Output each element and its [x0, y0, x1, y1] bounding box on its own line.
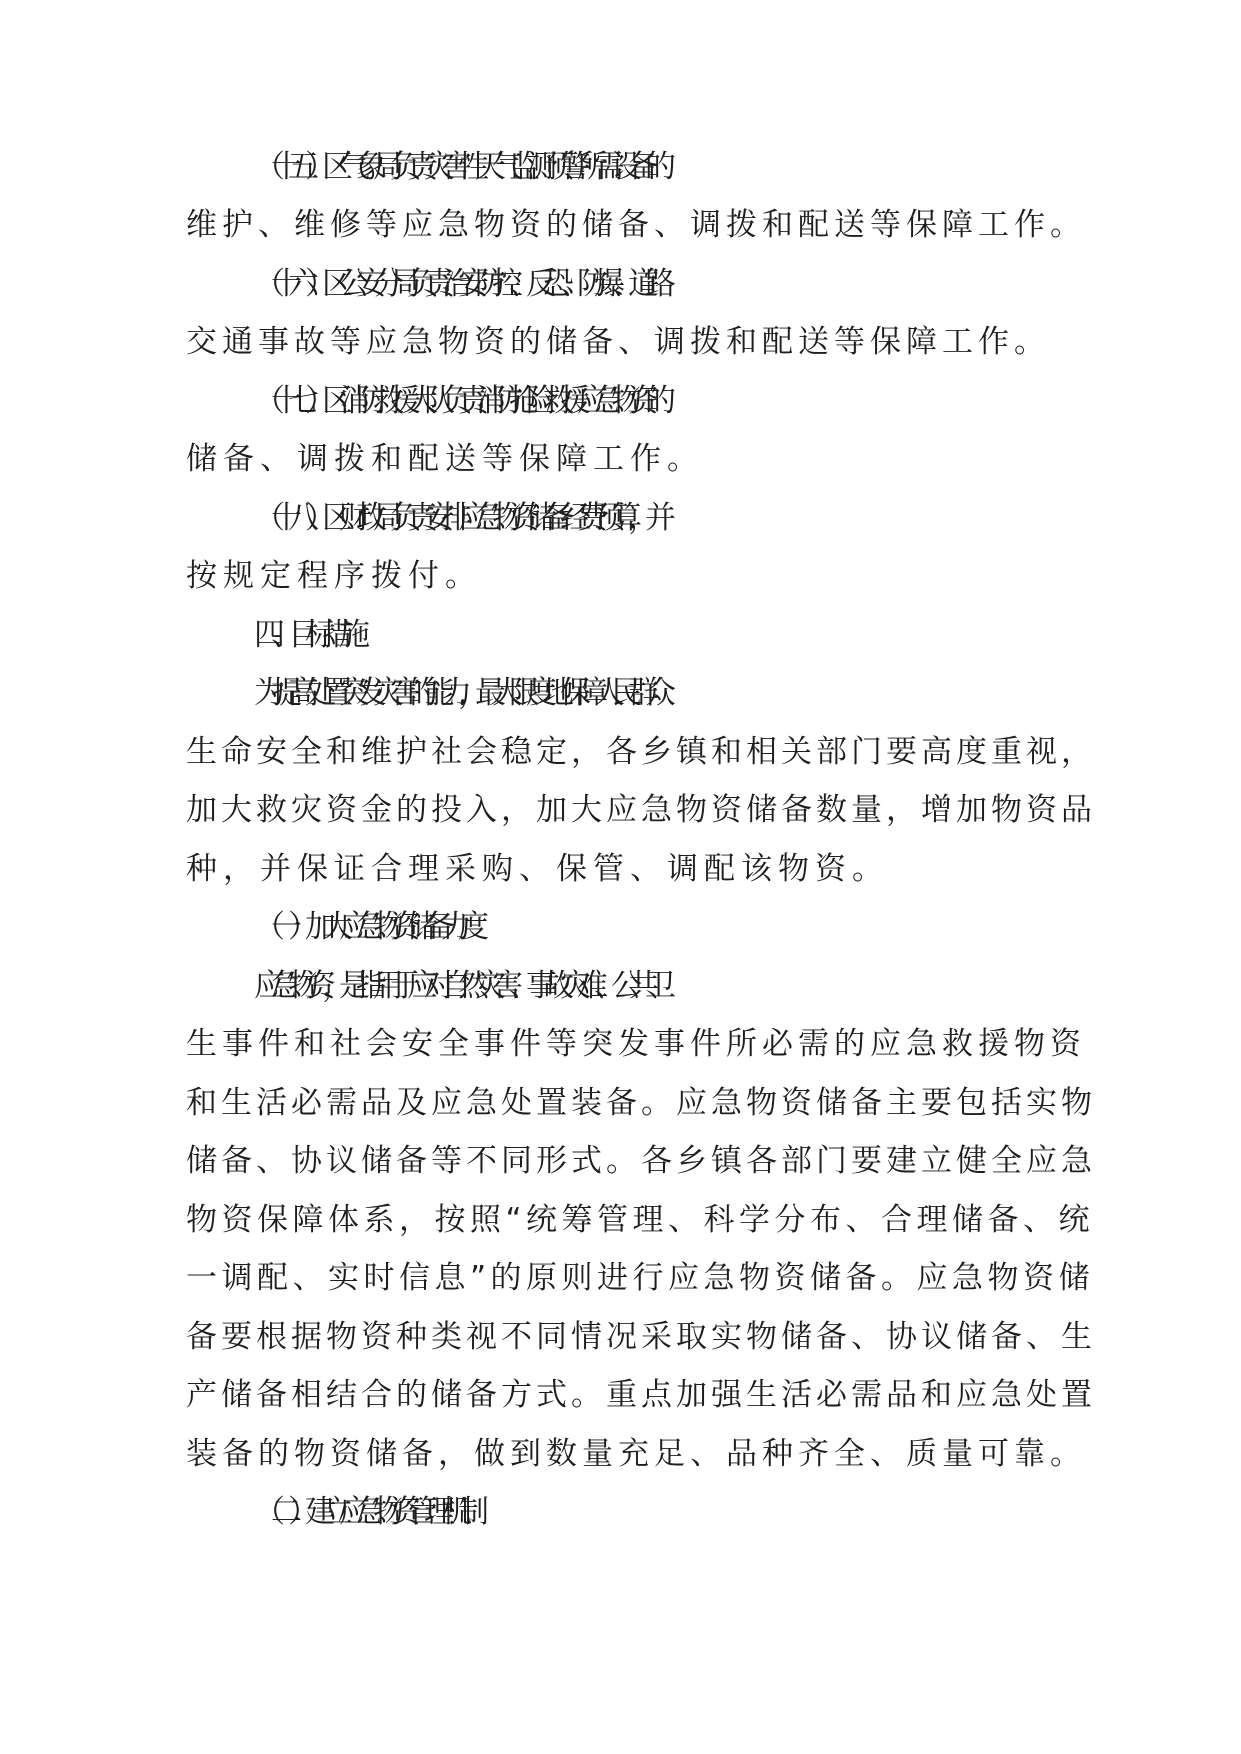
paragraph-line: （十七）区消防救援大队负责消防抢险救援应急物资的: [254, 383, 662, 419]
paragraph-line: 和生活必需品及应急处置装备。应急物资储备主要包括实物: [186, 1085, 1096, 1121]
subsection-heading: （一）加大应急物资储备力度: [254, 909, 475, 945]
paragraph-line: 装备的物资储备，做到数量充足、品种齐全、质量可靠。: [186, 1436, 1086, 1472]
paragraph-line: 生事件和社会安全事件等突发事件所必需的应急救援物资: [186, 1026, 1086, 1062]
paragraph-line: 储备、协议储备等不同形式。各乡镇各部门要建立健全应急: [186, 1143, 1096, 1179]
paragraph-line: 交通事故等应急物资的储备、调拨和配送等保障工作。: [186, 324, 1050, 360]
paragraph-line: （十八）区财政局负责安排应急物资储备经费预算，并: [254, 500, 662, 536]
paragraph-line: 一调配、实时信息”的原则进行应急物资储备。应急物资储: [186, 1260, 1095, 1296]
subsection-heading: （二）建立应急物资管理机制: [254, 1494, 475, 1530]
paragraph-line: 加大救灾资金的投入，加大应急物资储备数量，增加物资品: [186, 792, 1096, 828]
paragraph-line: 物资保障体系，按照“统筹管理、科学分布、合理储备、统: [186, 1202, 1095, 1238]
paragraph-line: 为提高处置突发灾害的能力，最大限度地保障人民群众: [254, 675, 662, 711]
paragraph-line: 按规定程序拨付。: [186, 558, 482, 594]
paragraph-line: （十五）区气象局负责灾害性天气监测预警所需设备的: [254, 149, 662, 185]
paragraph-line: 储备、调拨和配送等保障工作。: [186, 441, 704, 477]
paragraph-line: 产储备相结合的储备方式。重点加强生活必需品和应急处置: [186, 1377, 1096, 1413]
paragraph-line: 备要根据物资种类视不同情况采取实物储备、协议储备、生: [186, 1319, 1096, 1355]
section-heading: 四、目标措施: [254, 617, 356, 653]
paragraph-line: 生命安全和维护社会稳定，各乡镇和相关部门要高度重视，: [186, 734, 1096, 770]
paragraph-line: （十六）区公安分局负责治安防控、反恐、防爆、道路: [254, 266, 662, 302]
paragraph-line: 维护、维修等应急物资的储备、调拨和配送等保障工作。: [186, 207, 1086, 243]
paragraph-line: 种，并保证合理采购、保管、调配该物资。: [186, 851, 889, 887]
paragraph-line: 应急物资，是指用于应对自然灾害、事故灾难、公共卫: [254, 968, 662, 1004]
